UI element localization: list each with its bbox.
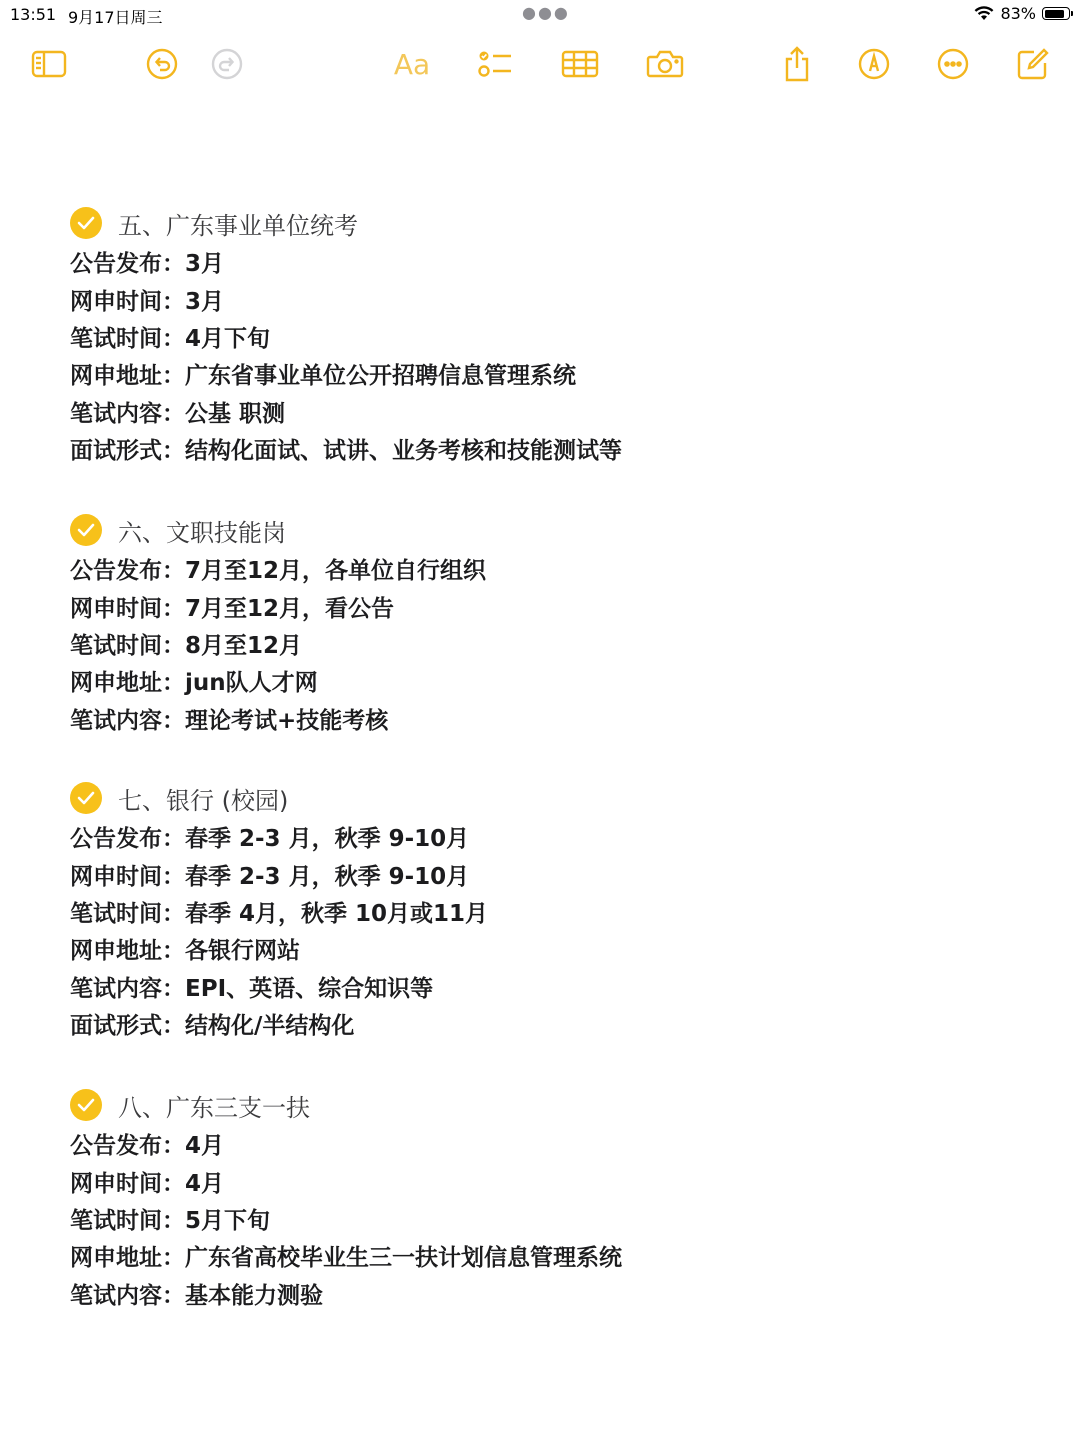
section-title: 六、文职技能岗 <box>118 518 286 547</box>
field-value: 基本能力测验 <box>185 1282 323 1309</box>
new-note-button[interactable] <box>1009 40 1057 88</box>
note-line <box>70 625 486 662</box>
note-line <box>70 430 622 467</box>
status-date: 9月17日周三 <box>68 8 163 27</box>
undo-icon <box>145 47 179 81</box>
note-line <box>70 662 486 699</box>
field-label: 公告发布： <box>70 558 185 585</box>
status-time: 13:51 <box>10 5 57 24</box>
text-format-button[interactable] <box>388 40 436 88</box>
sidebar-icon <box>31 49 67 79</box>
field-label: 笔试内容： <box>70 707 185 734</box>
note-line <box>70 968 488 1005</box>
field-label: 公告发布： <box>70 251 185 278</box>
section-heading <box>70 1085 622 1125</box>
section-heading <box>70 203 622 243</box>
redo-icon <box>210 47 244 81</box>
field-label: 公告发布： <box>70 826 185 853</box>
field-value: 5月下旬 <box>185 1207 271 1234</box>
field-label: 网申时间： <box>70 595 185 622</box>
field-label: 笔试内容： <box>70 975 185 1002</box>
field-value: 结构化面试、试讲、业务考核和技能测试等 <box>185 438 622 465</box>
field-label: 面试形式： <box>70 438 185 465</box>
field-value: 广东省事业单位公开招聘信息管理系统 <box>185 363 576 390</box>
note-section <box>70 203 622 467</box>
section-title: 七、银行 (校园) <box>118 786 289 815</box>
note-line <box>70 318 622 355</box>
multitasking-dots-icon[interactable]: ●●● <box>522 3 570 22</box>
ellipsis-circle-icon <box>936 47 970 81</box>
note-line <box>70 893 488 930</box>
camera-button[interactable] <box>641 40 689 88</box>
field-label: 网申地址： <box>70 670 185 697</box>
field-value: EPI、英语、综合知识等 <box>185 975 434 1002</box>
field-value: 4月 <box>185 1170 225 1197</box>
text-format-label: Aa <box>393 47 431 81</box>
field-label: 笔试时间： <box>70 325 185 352</box>
field-value: 春季 2-3 月，秋季 9-10月 <box>185 826 470 853</box>
field-value: 3月 <box>185 288 225 315</box>
note-line <box>70 1005 488 1042</box>
note-line <box>70 355 622 392</box>
field-value: 8月至12月 <box>185 632 303 659</box>
checklist-button[interactable] <box>472 40 520 88</box>
field-label: 笔试时间： <box>70 900 185 927</box>
battery-icon <box>1042 7 1070 20</box>
more-options-button[interactable] <box>929 40 977 88</box>
wifi-icon <box>974 6 994 21</box>
note-line <box>70 550 486 587</box>
compose-icon <box>1016 47 1050 81</box>
undo-button[interactable] <box>138 40 186 88</box>
note-line <box>70 587 486 624</box>
note-section <box>70 1085 622 1312</box>
field-value: 理论考试+技能考核 <box>185 707 389 734</box>
field-value: 各银行网站 <box>185 938 300 965</box>
markup-button[interactable] <box>850 40 898 88</box>
field-value: 结构化/半结构化 <box>185 1013 355 1040</box>
field-value: 春季 2-3 月，秋季 9-10月 <box>185 863 470 890</box>
field-value: 公基 职测 <box>185 400 286 427</box>
note-line <box>70 855 488 892</box>
field-label: 网申地址： <box>70 1245 185 1272</box>
section-heading <box>70 510 486 550</box>
camera-icon <box>646 49 684 79</box>
status-indicators <box>974 4 1070 23</box>
note-line <box>70 243 622 280</box>
field-label: 面试形式： <box>70 1013 185 1040</box>
checklist-icon <box>478 48 514 80</box>
sidebar-toggle-button[interactable] <box>25 40 73 88</box>
note-line <box>70 818 488 855</box>
note-section <box>70 510 486 737</box>
checked-checkbox-icon[interactable] <box>70 514 102 546</box>
field-value: jun队人才网 <box>185 670 318 697</box>
note-line <box>70 393 622 430</box>
share-button[interactable] <box>773 40 821 88</box>
note-line <box>70 1125 622 1162</box>
note-line <box>70 1275 622 1312</box>
note-section <box>70 778 488 1042</box>
pen-markup-icon <box>857 47 891 81</box>
field-value: 7月至12月，看公告 <box>185 595 395 622</box>
field-label: 网申时间： <box>70 1170 185 1197</box>
field-value: 春季 4月，秋季 10月或11月 <box>185 900 489 927</box>
checked-checkbox-icon[interactable] <box>70 1089 102 1121</box>
field-label: 笔试时间： <box>70 632 185 659</box>
note-line <box>70 700 486 737</box>
section-title: 八、广东三支一扶 <box>118 1093 310 1122</box>
field-value: 4月下旬 <box>185 325 271 352</box>
field-label: 公告发布： <box>70 1133 185 1160</box>
checked-checkbox-icon[interactable] <box>70 782 102 814</box>
field-label: 网申地址： <box>70 938 185 965</box>
table-icon <box>561 49 599 79</box>
section-title: 五、广东事业单位统考 <box>118 211 358 240</box>
note-line <box>70 1237 622 1274</box>
field-label: 笔试时间： <box>70 1207 185 1234</box>
battery-level <box>1045 10 1064 18</box>
field-label: 网申时间： <box>70 288 185 315</box>
note-toolbar <box>0 40 1080 90</box>
field-label: 网申时间： <box>70 863 185 890</box>
status-bar <box>0 0 1080 30</box>
field-label: 笔试内容： <box>70 1282 185 1309</box>
field-value: 4月 <box>185 1133 225 1160</box>
battery-percent: 83% <box>1000 4 1036 23</box>
field-value: 7月至12月，各单位自行组织 <box>185 558 487 585</box>
field-label: 网申地址： <box>70 363 185 390</box>
field-value: 3月 <box>185 251 225 278</box>
redo-button[interactable] <box>203 40 251 88</box>
share-icon <box>782 46 812 82</box>
field-value: 广东省高校毕业生三一扶计划信息管理系统 <box>185 1245 622 1272</box>
section-heading <box>70 778 488 818</box>
note-line <box>70 1162 622 1199</box>
checked-checkbox-icon[interactable] <box>70 207 102 239</box>
note-line <box>70 930 488 967</box>
table-button[interactable] <box>556 40 604 88</box>
note-line <box>70 1200 622 1237</box>
note-line <box>70 280 622 317</box>
field-label: 笔试内容： <box>70 400 185 427</box>
